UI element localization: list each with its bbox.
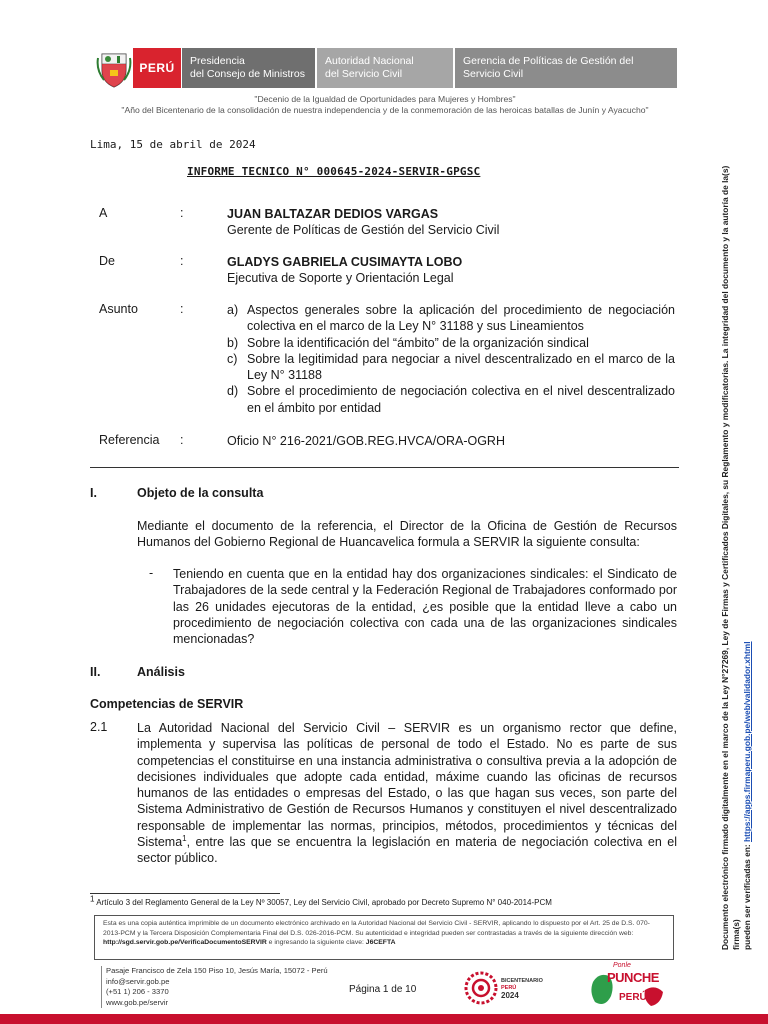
header-box-servir-line2: del Servicio Civil bbox=[325, 68, 403, 80]
from-name: GLADYS GABRIELA CUSIMAYTA LOBO bbox=[227, 255, 463, 269]
ponle-punche-logo bbox=[585, 962, 670, 1012]
to-role: Gerente de Políticas de Gestión del Servicio Civil bbox=[227, 223, 500, 237]
notice-text-2: e ingresando la siguiente clave: bbox=[266, 939, 366, 946]
subject-colon: : bbox=[180, 302, 184, 316]
subject-item bbox=[227, 383, 675, 416]
section-2-paragraph bbox=[137, 720, 677, 867]
footnote bbox=[90, 894, 552, 907]
notice-text: Esta es una copia auténtica imprimible de un documento electrónico archivado en la Autoridad Nacional del Servicio Civil - SERVIR, aplicando lo dispuesto por el Art. 25 de D.S. 070-2013-PCM y la Tercera Disposición Complementaria Final del D.S. 026-2016-PCM. Su autenticidad e integridad pueden ser contrastadas a través de la siguiente dirección web: bbox=[103, 920, 650, 937]
reference-value: Oficio N° 216-2021/GOB.REG.HVCA/ORA-OGRH bbox=[227, 434, 505, 448]
paragraph-text-part1: La Autoridad Nacional del Servicio Civil – SERVIR es un organismo rector que define, implementa y supervisa las políticas de personal de todo el Estado. No es parte de sus competencias el constituirse en una instancia administrativa o consultiva previa a la adopción de decisiones individuales que adopte cada entidad, máxime cuando las oficinas de recursos humanos de las entidades o empresas del Estado, o las que hagan sus veces, son parte del Sistema Administrativo de Gestión de Recursos Humanos y constituyen el nivel descentralizado responsable de implementar las normas, principios, métodos, procedimientos y técnicas del Sistema bbox=[137, 721, 677, 850]
from-label: De bbox=[99, 254, 115, 268]
to-label: A bbox=[99, 206, 108, 220]
header-box-gerencia-line2: Servicio Civil bbox=[463, 68, 524, 80]
bicentenario-line2: PERÚ bbox=[501, 985, 517, 991]
section-1-title: Objeto de la consulta bbox=[137, 486, 264, 500]
paragraph-text-part2: , entre las que se encuentra la legislación en materia de negociación colectiva en el sector público. bbox=[137, 835, 677, 866]
footnote-text: Artículo 3 del Reglamento General de la Ley Nº 30057, Ley del Servicio Civil, aprobado por Decreto Supremo N° 040-2014-PCM bbox=[94, 898, 552, 907]
bicentenario-sun-icon bbox=[463, 970, 499, 1006]
header-divider bbox=[90, 467, 679, 468]
website-link[interactable]: www.gob.pe/servir bbox=[106, 997, 169, 1007]
subject-item-text: Sobre la legitimidad para negociar a nivel descentralizado en el marco de la Ley N° 31188 bbox=[247, 351, 675, 383]
punche-line1: Ponle bbox=[613, 962, 631, 969]
validator-link[interactable]: https://apps.firmaperu.gob.pe/web/validador.xhtml bbox=[742, 641, 752, 842]
bicentenario-logo bbox=[463, 970, 558, 1006]
subject-item bbox=[227, 302, 675, 335]
peru-coat-of-arms-icon bbox=[96, 50, 132, 88]
header-box-gerencia-line1: Gerencia de Políticas de Gestión del bbox=[463, 55, 634, 67]
address-line: Pasaje Francisco de Zela 150 Piso 10, Jesús María, 15072 - Perú bbox=[106, 966, 328, 975]
paragraph-number: 2.1 bbox=[90, 720, 108, 734]
signature-note-line1: Documento electrónico firmado digitalmente en el marco de la Ley N°27269, Ley de Firmas y Certificados Digitales, su Reglamento y modificatorias. La integridad del documento y la autoría de la(s) firma(s) bbox=[720, 165, 741, 950]
to-colon: : bbox=[180, 206, 184, 220]
header-box-servir-line1: Autoridad Nacional bbox=[325, 55, 414, 67]
subject-list bbox=[227, 302, 675, 416]
footnote-divider bbox=[90, 893, 280, 894]
footer-red-bar bbox=[0, 1014, 768, 1024]
subject-item-letter: a) bbox=[227, 303, 239, 317]
section-2-subheading: Competencias de SERVIR bbox=[90, 697, 244, 711]
footnote-ref: 1 bbox=[182, 833, 187, 843]
subject-item bbox=[227, 335, 675, 351]
document-title: INFORME TECNICO N° 000645-2024-SERVIR-GPGSC bbox=[187, 165, 481, 178]
section-2-title: Análisis bbox=[137, 665, 185, 679]
section-1-paragraph: Mediante el documento de la referencia, el Director de la Oficina de Gestión de Recursos Humanos del Gobierno Regional de Huancavelica formula a SERVIR la siguiente consulta: bbox=[137, 519, 677, 550]
subject-item-letter: c) bbox=[227, 351, 238, 366]
reference-label: Referencia bbox=[99, 433, 160, 447]
header-box-servir bbox=[317, 48, 453, 88]
page-number: Página 1 de 10 bbox=[349, 984, 417, 995]
subject-item-text: Aspectos generales sobre la aplicación del procedimiento de negociación colectiva en el marco de la Ley N° 31188 y sus Lineamientos bbox=[247, 303, 675, 334]
bullet-dash: - bbox=[149, 566, 154, 580]
punche-line3: PERÚ bbox=[619, 992, 647, 1003]
section-1-number: I. bbox=[90, 486, 97, 500]
document-date: Lima, 15 de abril de 2024 bbox=[90, 138, 256, 151]
section-2-number: II. bbox=[90, 665, 101, 679]
subject-label: Asunto bbox=[99, 302, 138, 316]
header-box-gerencia bbox=[455, 48, 677, 88]
subject-item-letter: d) bbox=[227, 384, 239, 399]
peru-brand-box bbox=[133, 48, 181, 88]
to-name: JUAN BALTAZAR DEDIOS VARGAS bbox=[227, 207, 439, 221]
peru-label: PERÚ bbox=[139, 61, 175, 75]
decenio-line-1: "Decenio de la Igualdad de Oportunidades para Mujeres y Hombres" bbox=[254, 94, 516, 104]
bicentenario-line3: 2024 bbox=[501, 991, 519, 1000]
subject-item bbox=[227, 351, 675, 384]
email-link[interactable]: info@servir.gob.pe bbox=[106, 976, 170, 986]
verify-url[interactable]: http://sgd.servir.gob.pe/VerificaDocumentoSERVIR bbox=[103, 939, 267, 946]
footnote-marker: 1 bbox=[90, 894, 95, 904]
header-box-pcm bbox=[182, 48, 315, 88]
header-box-pcm-line1: Presidencia bbox=[190, 55, 245, 67]
digital-signature-note bbox=[720, 140, 760, 950]
subject-item-text: Sobre la identificación del “ámbito” de la organización sindical bbox=[247, 335, 589, 350]
to-value bbox=[227, 206, 677, 238]
subject-item-letter: b) bbox=[227, 335, 239, 350]
from-role: Ejecutiva de Soporte y Orientación Legal bbox=[227, 271, 454, 285]
header-box-pcm-line2: del Consejo de Ministros bbox=[190, 68, 305, 80]
subject-item-text: Sobre el procedimiento de negociación colectiva en el nivel descentralizado en el ámbito por entidad bbox=[247, 384, 675, 415]
bicentenario-line1: BICENTENARIO bbox=[501, 978, 543, 984]
footer-address bbox=[101, 966, 328, 1008]
decenio-line-2: "Año del Bicentenario de la consolidación de nuestra independencia y de la conmemoración de las heroicas batallas de Junín y Ayacucho" bbox=[121, 105, 649, 115]
from-value bbox=[227, 254, 677, 286]
verify-key: J6CEFTA bbox=[365, 939, 396, 946]
punche-line2: PUNCHE bbox=[607, 970, 659, 985]
signature-note-prefix: pueden ser verificadas en: bbox=[742, 842, 752, 950]
authenticity-notice bbox=[94, 915, 674, 960]
reference-colon: : bbox=[180, 433, 184, 447]
phone-line: (+51 1) 206 - 3370 bbox=[106, 987, 169, 997]
from-colon: : bbox=[180, 254, 184, 268]
section-1-bullet: Teniendo en cuenta que en la entidad hay dos organizaciones sindicales: el Sindicato de Trabajadores de la sede central y la Federación Regional de Trabajadores conformado por las 26 unidades ejecutoras de la entidad, ¿es posible que la entidad lleve a cabo un procedimiento de negociación colectiva con cada una de las organizaciones sindicales mencionadas? bbox=[173, 567, 677, 647]
